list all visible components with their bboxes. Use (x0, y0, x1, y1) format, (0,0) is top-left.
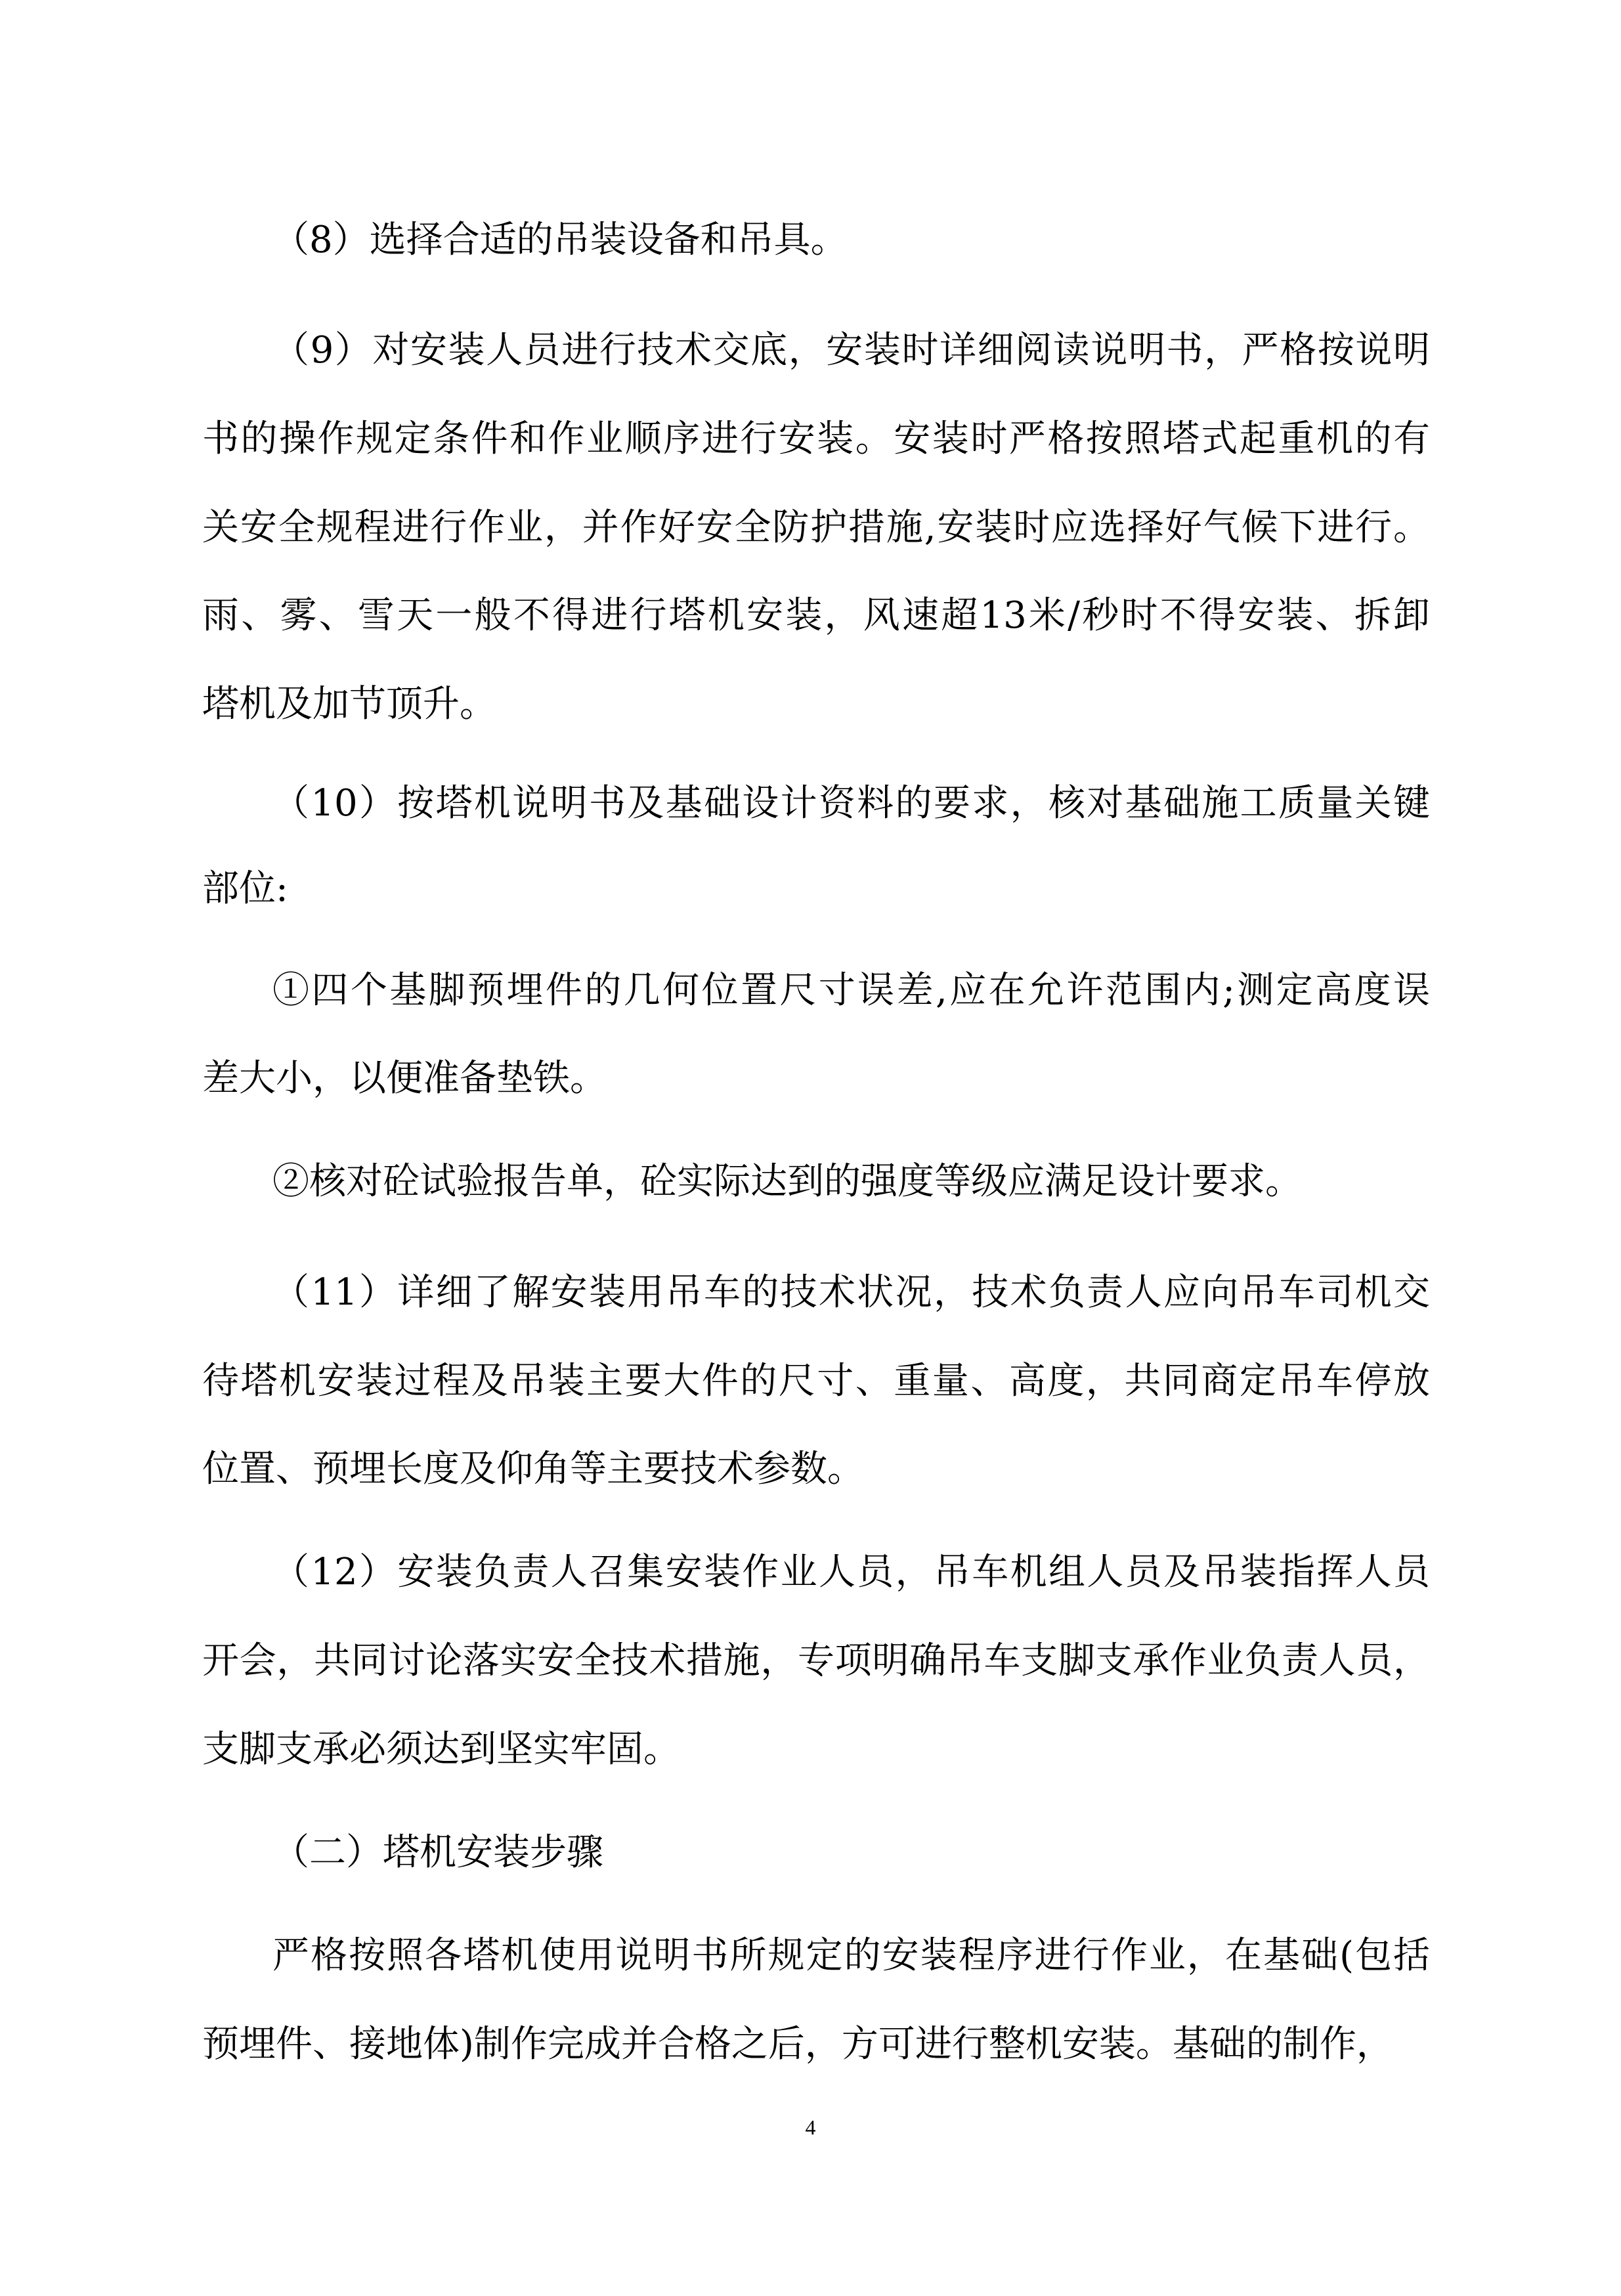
paragraph-4-line-2: 差大小，以便准备垫铁。 (202, 1057, 607, 1100)
paragraph-2-line-4: 雨、雾、雪天一般不得进行塔机安装，风速超13米/秒时不得安装、拆卸 (202, 594, 1430, 637)
paragraph-6-line-2: 待塔机安装过程及吊装主要大件的尺寸、重量、高度，共同商定吊车停放 (202, 1360, 1430, 1402)
paragraph-2-line-1: （9）对安装人员进行技术交底，安装时详细阅读说明书，严格按说明 (272, 329, 1430, 372)
paragraph-8-line-1: （二）塔机安装步骤 (272, 1831, 603, 1874)
paragraph-2-line-2: 书的操作规定条件和作业顺序进行安装。安装时严格按照塔式起重机的有 (202, 418, 1430, 460)
paragraph-9-line-1: 严格按照各塔机使用说明书所规定的安装程序进行作业，在基础(包括 (272, 1934, 1430, 1977)
paragraph-7-line-3: 支脚支承必须达到坚实牢固。 (202, 1728, 680, 1771)
paragraph-4-line-1: ①四个基脚预埋件的几何位置尺寸误差,应在允许范围内;测定高度误 (272, 969, 1430, 1012)
paragraph-6-line-1: （11）详细了解安装用吊车的技术状况，技术负责人应向吊车司机交 (272, 1271, 1430, 1314)
paragraph-3-line-1: （10）按塔机说明书及基础设计资料的要求，核对基础施工质量关键 (272, 782, 1430, 825)
paragraph-2-line-3: 关安全规程进行作业，并作好安全防护措施,安装时应选择好气候下进行。 (202, 506, 1430, 549)
paragraph-6-line-3: 位置、预埋长度及仰角等主要技术参数。 (202, 1448, 864, 1490)
paragraph-3-line-2: 部位: (202, 867, 288, 910)
paragraph-2-line-5: 塔机及加节顶升。 (202, 683, 496, 726)
paragraph-5-line-1: ②核对砼试验报告单，砼实际达到的强度等级应满足设计要求。 (272, 1160, 1302, 1203)
paragraph-1-line-1: （8）选择合适的吊装设备和吊具。 (272, 219, 848, 261)
paragraph-7-line-1: （12）安装负责人召集安装作业人员，吊车机组人员及吊装指挥人员 (272, 1551, 1430, 1593)
paragraph-7-line-2: 开会，共同讨论落实安全技术措施，专项明确吊车支脚支承作业负责人员， (202, 1639, 1430, 1682)
page-number: 4 (805, 2115, 816, 2139)
paragraph-9-line-2: 预埋件、接地体)制作完成并合格之后，方可进行整机安装。基础的制作， (202, 2023, 1393, 2066)
